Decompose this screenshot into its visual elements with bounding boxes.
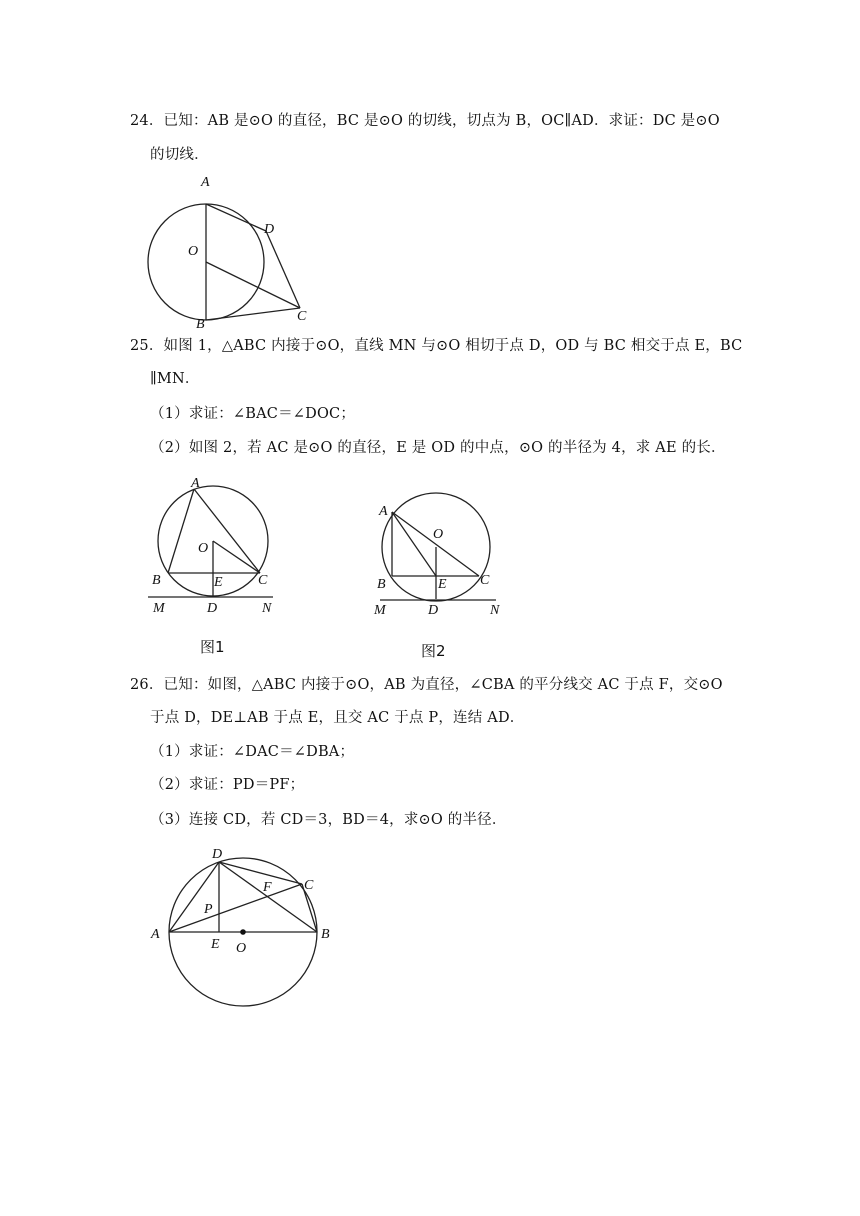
label-d: D [264, 222, 275, 237]
problem-25-line-2: ∥MN． [150, 371, 200, 387]
label-a-fig1: A [191, 476, 200, 491]
label-o-fig2: O [433, 527, 444, 542]
label-o-fig3: O [236, 941, 247, 956]
problem-25-figure-2 [366, 490, 516, 665]
label-b-fig3: B [321, 927, 330, 942]
label-d-fig2: D [428, 603, 439, 618]
label-o: O [188, 244, 199, 259]
problem-26-part-1: （1）求证：∠DAC＝∠DBA； [150, 744, 355, 760]
label-b-fig1: B [152, 573, 161, 588]
label-m-fig1: M [153, 601, 165, 616]
caption-fig1: 图1 [200, 638, 225, 656]
problem-26-figure [148, 842, 348, 1007]
problem-25-part-2: （2）如图 2，若 AC 是⊙O 的直径，E 是 OD 的中点，⊙O 的半径为 4，求 AE 的长． [150, 440, 726, 456]
label-c: C [297, 309, 307, 324]
problem-26-part-3: （3）连接 CD，若 CD＝3，BD＝4，求⊙O 的半径． [150, 812, 507, 828]
caption-fig2: 图2 [421, 642, 446, 660]
label-d-fig1: D [207, 601, 218, 616]
label-c-fig2: C [480, 573, 490, 588]
label-n-fig2: N [490, 603, 500, 618]
label-c-fig3: C [304, 878, 314, 893]
label-n-fig1: N [262, 601, 272, 616]
problem-25-line-1: 25．如图 1，△ABC 内接于⊙O，直线 MN 与⊙O 相切于点 D，OD 与 BC 相交于点 E，BC [130, 338, 743, 354]
problem-24-line-1: 24．已知：AB 是⊙O 的直径，BC 是⊙O 的切线，切点为 B，OC∥AD．求证：DC 是⊙O [130, 113, 720, 129]
label-e-fig1: E [214, 575, 223, 590]
problem-25-figure-1 [140, 470, 300, 665]
label-e-fig2: E [438, 577, 447, 592]
label-e-fig3: E [211, 937, 220, 952]
label-b-fig2: B [377, 577, 386, 592]
label-m-fig2: M [374, 603, 386, 618]
label-b: B [196, 317, 205, 332]
label-c-fig1: C [258, 573, 268, 588]
label-a-fig2: A [379, 504, 388, 519]
problem-25-part-1: （1）求证：∠BAC＝∠DOC； [150, 406, 356, 422]
label-o-fig1: O [198, 541, 209, 556]
label-a: A [201, 175, 210, 190]
label-p-fig3: P [204, 902, 213, 917]
problem-26-part-2: （2）求证：PD＝PF； [150, 777, 305, 793]
label-f-fig3: F [263, 880, 272, 895]
problem-26-line-1: 26．已知：如图，△ABC 内接于⊙O，AB 为直径，∠CBA 的平分线交 AC 于点 F，交⊙O [130, 677, 723, 693]
label-a-fig3: A [151, 927, 160, 942]
problem-24-line-2: 的切线． [150, 147, 209, 163]
label-d-fig3: D [212, 847, 223, 862]
center-point-o [240, 929, 246, 935]
problem-26-line-2: 于点 D，DE⊥AB 于点 E，且交 AC 于点 P，连结 AD． [150, 710, 525, 726]
problem-24-figure [140, 168, 320, 333]
